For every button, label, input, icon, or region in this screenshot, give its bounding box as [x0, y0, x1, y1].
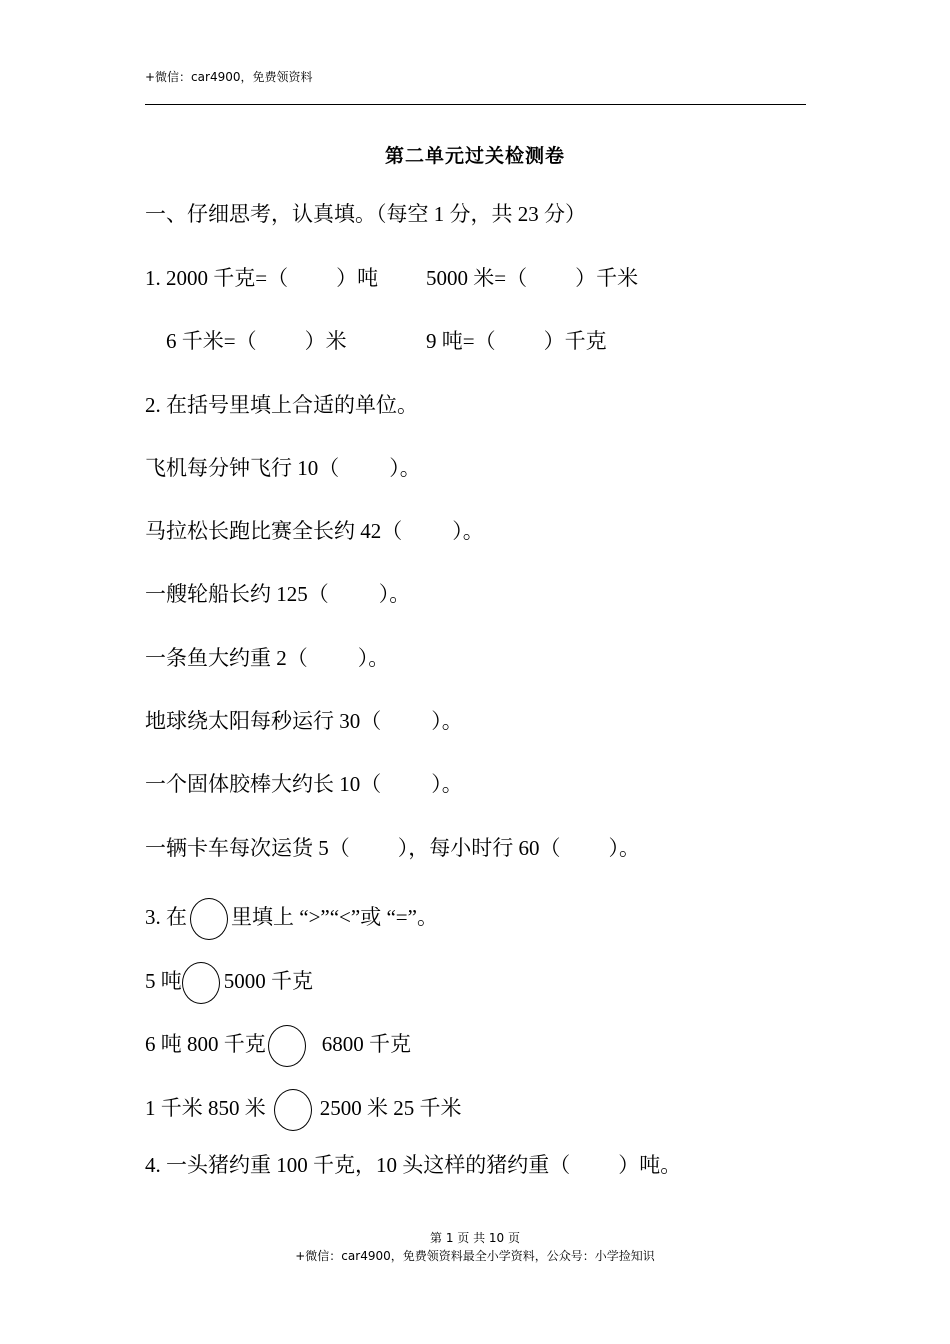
- compare-circle-icon: [190, 898, 228, 940]
- q2-item-right: ）。: [452, 519, 484, 543]
- q1-c-right: ）米: [304, 329, 347, 353]
- q2-item: [145, 645, 389, 671]
- q2-item-right: ）。: [378, 582, 411, 606]
- q3-item-right: 6800 千克: [321, 1031, 411, 1056]
- q1-a-right: ）吨: [336, 266, 379, 290]
- q2-item: [145, 771, 463, 797]
- q3-item: [145, 1025, 411, 1067]
- q3-item-left: 5 吨: [145, 968, 182, 993]
- q1-d-left: 9 吨=（: [426, 329, 496, 353]
- q1-a-left: 1. 2000 千克=（: [145, 266, 289, 290]
- q2-truck-p3: ）。: [608, 836, 640, 860]
- q2-item-left: 一条鱼大约重 2（: [145, 646, 308, 670]
- q3-item-left: 1 千米 850 米: [145, 1095, 266, 1120]
- q1-line1-b: [426, 265, 638, 291]
- q2-truck-p1: 一辆卡车每次运货 5（: [145, 836, 350, 860]
- q3-stem-right: 里填上 “>”“<”或 “=”。: [231, 904, 438, 929]
- q2-truck-p2: ），每小时行 60（: [397, 836, 561, 860]
- q2-item-left: 一个固体胶棒大约长 10（: [145, 772, 382, 796]
- header-divider: [145, 104, 806, 105]
- q1-d-right: ）千克: [543, 329, 607, 353]
- q2-stem: 2. 在括号里填上合适的单位。: [145, 393, 418, 417]
- q2-item-right: ）。: [431, 772, 463, 796]
- q3-stem-left: 3. 在: [145, 904, 187, 929]
- header-note: +微信：car4900，免费领资料: [145, 70, 313, 84]
- page-number: 第 1 页 共 10 页: [430, 1231, 520, 1245]
- q2-item: [145, 518, 484, 544]
- q3-item-right: 2500 米 25 千米: [319, 1095, 462, 1120]
- q2-item-right: ）。: [389, 456, 421, 480]
- q2-item: [145, 581, 410, 607]
- compare-circle-icon[interactable]: [182, 962, 220, 1004]
- q3-item: [145, 1089, 462, 1131]
- q2-item-left: 马拉松长跑比赛全长约 42（: [145, 519, 403, 543]
- q2-item-right: ）。: [357, 646, 390, 670]
- q1-b-right: ）千米: [575, 266, 639, 290]
- q2-item: [145, 708, 463, 734]
- q1-c-left: 6 千米=（: [166, 329, 257, 353]
- q3-item: [145, 962, 313, 1004]
- q1-b-left: 5000 米=（: [426, 266, 528, 290]
- q4-line: [145, 1152, 681, 1178]
- page-title: 第二单元过关检测卷: [384, 146, 565, 167]
- q2-item-truck: [145, 835, 640, 861]
- q2-item-left: 一艘轮船长约 125（: [145, 582, 329, 606]
- q2-item: [145, 455, 421, 481]
- footer-note: +微信：car4900，免费领资料最全小学资料，公众号：小学捡知识: [295, 1249, 655, 1263]
- q4-left: 4. 一头猪约重 100 千克，10 头这样的猪约重（: [145, 1153, 571, 1177]
- q2-item-right: ）。: [431, 709, 463, 733]
- q3-item-left: 6 吨 800 千克: [145, 1031, 266, 1056]
- section-heading: 一、仔细思考，认真填。（每空 1 分，共 23 分）: [145, 202, 586, 226]
- q4-right: ）吨。: [618, 1153, 682, 1177]
- q1-line2-d: [426, 328, 607, 354]
- compare-circle-icon[interactable]: [268, 1025, 306, 1067]
- q2-item-left: 地球绕太阳每秒运行 30（: [145, 709, 382, 733]
- q1-line1-a: [145, 265, 378, 291]
- q1-line2-c: [166, 328, 347, 354]
- q3-item-right: 5000 千克: [223, 968, 313, 993]
- q2-item-left: 飞机每分钟飞行 10（: [145, 456, 340, 480]
- q3-stem: [145, 898, 438, 940]
- compare-circle-icon[interactable]: [274, 1089, 312, 1131]
